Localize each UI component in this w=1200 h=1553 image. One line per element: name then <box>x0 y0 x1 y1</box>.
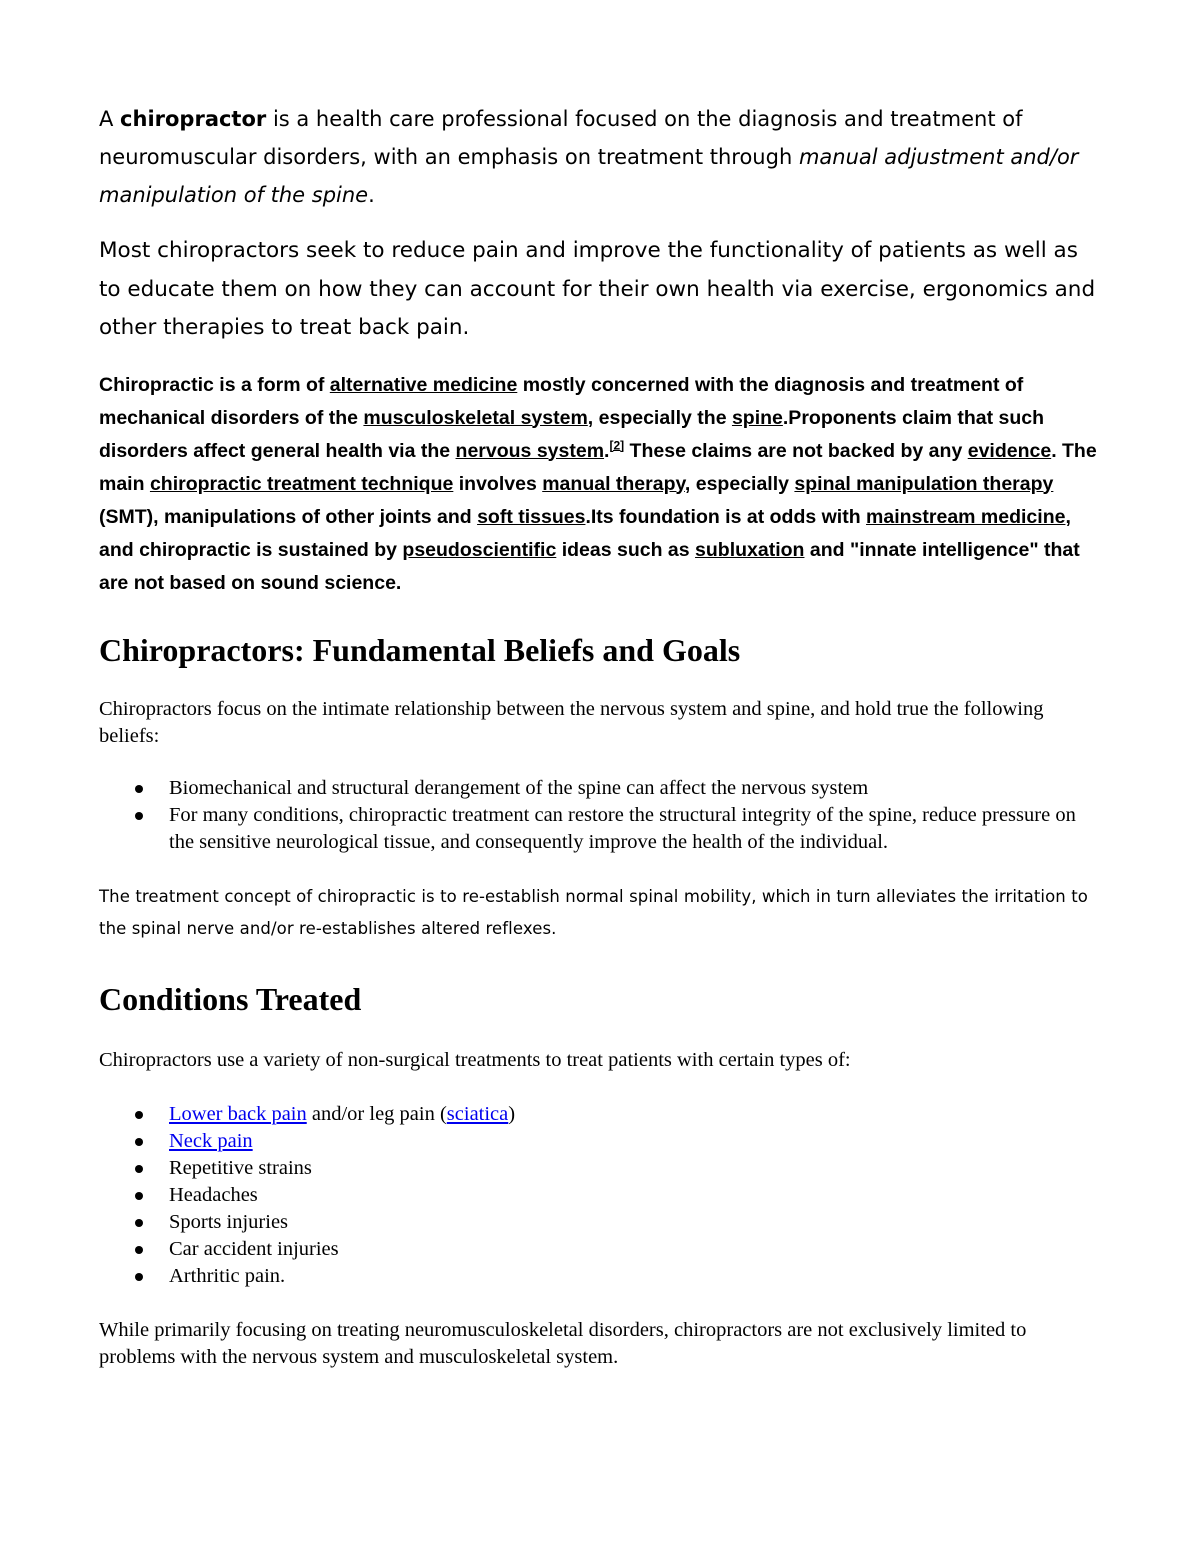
list-item-text: and/or leg pain ( <box>306 1102 447 1125</box>
list-item <box>169 1101 1099 1128</box>
link-spinal-manipulation-therapy[interactable]: spinal manipulation therapy <box>794 472 1054 495</box>
conditions-intro: Chiropractors use a variety of non-surgical treatments to treat patients with certain types of: <box>99 1048 851 1071</box>
link-pseudoscientific[interactable]: pseudoscientific <box>402 538 557 561</box>
conditions-list <box>99 1101 1099 1290</box>
link-musculoskeletal-system[interactable]: musculoskeletal system <box>363 406 588 429</box>
intro-text: A <box>99 107 121 131</box>
beliefs-list <box>99 775 1099 856</box>
intro-text: is a health care professional focused on the diagnosis and treatment of neuromuscular disorders, with an emphasis on treatment through <box>99 107 1023 169</box>
link-spine[interactable]: spine <box>731 406 783 429</box>
intro-text: . <box>368 183 375 207</box>
definition-text: , and chiropractic is sustained by <box>99 505 1071 561</box>
beliefs-heading: Chiropractors: Fundamental Beliefs and Goals <box>99 631 741 668</box>
reference-link[interactable]: [2] <box>609 438 625 452</box>
definition-text: involves <box>453 472 543 495</box>
list-item: Car accident injuries <box>169 1236 1099 1263</box>
list-item: For many conditions, chiropractic treatment can restore the structural integrity of the spine, reduce pressure on the sensitive neurological tissue, and consequently improve the health of the individual. <box>169 802 1099 856</box>
treatment-concept-paragraph: The treatment concept of chiropractic is to re-establish normal spinal mobility, which in turn alleviates the irritation to the spinal nerve and/or re-establishes altered reflexes. <box>99 886 1088 938</box>
link-manual-therapy[interactable]: manual therapy <box>542 472 685 495</box>
definition-text: .Proponents claim that such disorders affect general health via the <box>99 406 1045 462</box>
link-lower-back-pain[interactable]: Lower back pain <box>169 1102 307 1125</box>
definition-text: . The main <box>99 439 1097 495</box>
link-chiropractic-treatment-technique[interactable]: chiropractic treatment technique <box>149 472 454 495</box>
chiropractor-term: chiropractor <box>120 107 267 131</box>
link-alternative-medicine[interactable]: alternative medicine <box>329 373 518 396</box>
chiropractic-definition-paragraph <box>99 369 1099 600</box>
definition-text: , especially <box>684 472 795 495</box>
link-evidence[interactable]: evidence <box>967 439 1052 462</box>
definition-text: mostly concerned with the diagnosis and treatment of mechanical disorders of the <box>99 373 1024 429</box>
definition-text: and "innate intelligence" that are not based on sound science. <box>99 538 1080 594</box>
definition-text: .Its foundation is at odds with <box>585 505 867 528</box>
link-subluxation[interactable]: subluxation <box>695 538 805 561</box>
list-item-text: ) <box>508 1102 516 1125</box>
goals-paragraph: Most chiropractors seek to reduce pain and improve the functionality of patients as well as to educate them on how they can account for their own health via exercise, ergonomics and other therapies to treat back pain. <box>99 238 1096 340</box>
list-item: Biomechanical and structural derangement of the spine can affect the nervous system <box>169 775 1099 802</box>
list-item <box>169 1128 1099 1155</box>
link-soft-tissues[interactable]: soft tissues <box>477 505 586 528</box>
list-item: Headaches <box>169 1182 1099 1209</box>
definition-text: . <box>604 439 610 462</box>
closing-paragraph: While primarily focusing on treating neuromusculoskeletal disorders, chiropractors are not exclusively limited to problems with the nervous system and musculoskeletal system. <box>99 1318 1027 1368</box>
definition-text: Chiropractic is a form of <box>99 373 330 396</box>
beliefs-intro: Chiropractors focus on the intimate relationship between the nervous system and spine, and hold true the following beliefs: <box>99 697 1044 747</box>
document-page <box>99 100 1099 1371</box>
link-neck-pain[interactable]: Neck pain <box>169 1129 253 1152</box>
link-mainstream-medicine[interactable]: mainstream medicine <box>866 505 1066 528</box>
definition-text: , especially the <box>587 406 732 429</box>
conditions-heading: Conditions Treated <box>99 980 362 1017</box>
manual-adjustment-phrase: manual adjustment and/or manipulation of the spine <box>99 145 1079 207</box>
list-item: Repetitive strains <box>169 1155 1099 1182</box>
list-item: Arthritic pain. <box>169 1263 1099 1290</box>
link-sciatica[interactable]: sciatica <box>446 1102 509 1125</box>
intro-paragraph <box>99 100 1099 214</box>
definition-text: ideas such as <box>556 538 696 561</box>
definition-text: (SMT), manipulations of other joints and <box>99 505 478 528</box>
definition-text: These claims are not backed by any <box>624 439 968 462</box>
list-item: Sports injuries <box>169 1209 1099 1236</box>
link-nervous-system[interactable]: nervous system <box>455 439 605 462</box>
